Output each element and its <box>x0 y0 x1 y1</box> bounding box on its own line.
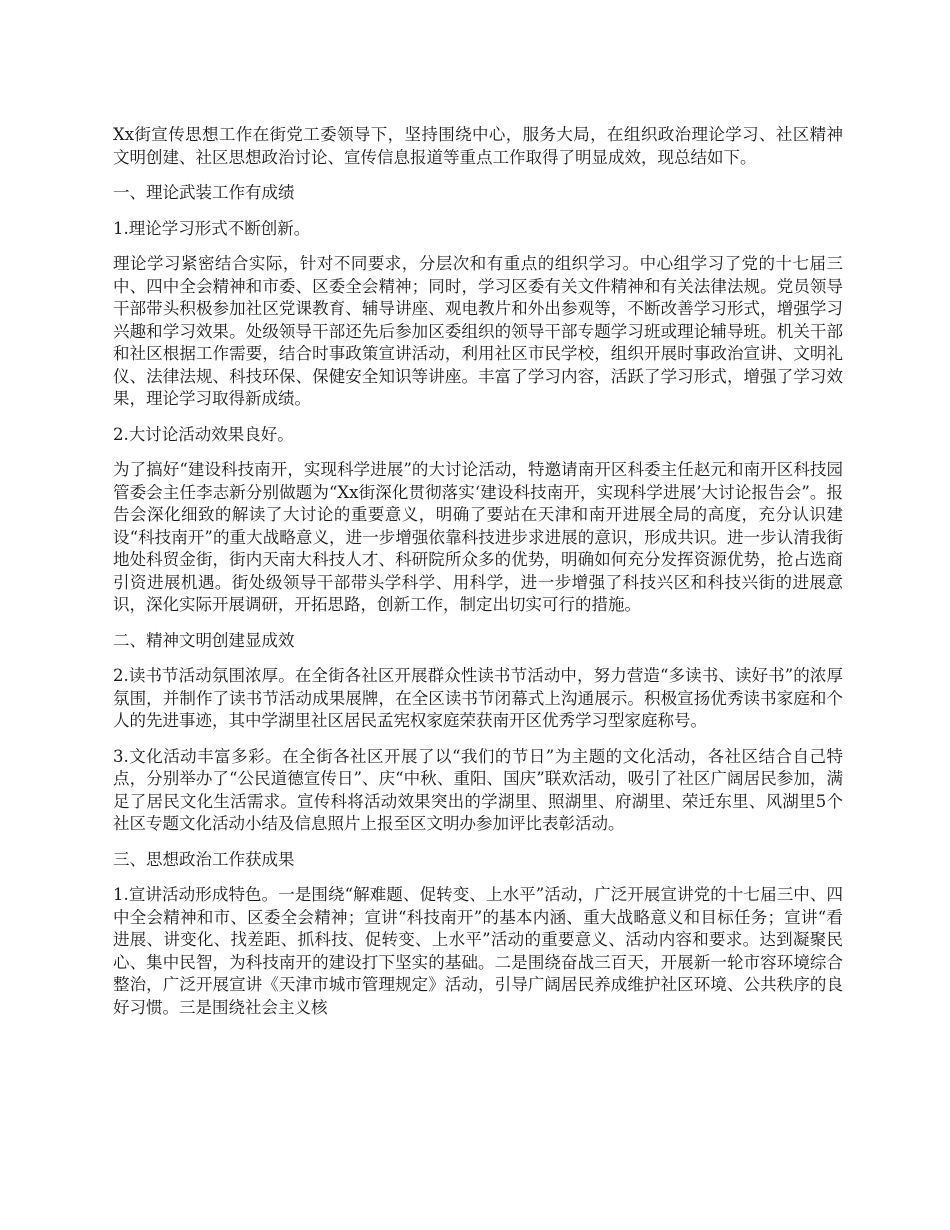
section-heading-3: 三、思想政治工作获成果 <box>113 849 295 869</box>
intro-paragraph: Xx街宣传思想工作在街党工委领导下，坚持围绕中心，服务大局，在组织政治理论学习、社区精神文明创建、社区思想政治讨论、宣传信息报道等重点工作取得了明显成效，现总结如下。 <box>113 125 843 167</box>
body-paragraph-2-3: 3.文化活动丰富多彩。在全街各社区开展了以“我们的节日”为主题的文化活动，各社区结合自己特点，分别举办了“公民道德宣传日”、庆“中秋、重阳、国庆”联欢活动，吸引了社区广阔居民参加，满足了居民文化生活需求。宣传科将活动效果突出的学湖里、照湖里、府湖里、荣迁东里、风湖里5个社区专题文化活动小结及信息照片上报至区文明办参加评比表彰活动。 <box>113 746 843 833</box>
body-paragraph-1-2: 为了搞好“建设科技南开，实现科学进展”的大讨论活动，特邀请南开区科委主任赵元和南开区科技园管委会主任李志新分别做题为“Xx街深化贯彻落实‘建设科技南开，实现科学进展’大讨论报告会”。报告会深化细致的解读了大讨论的重要意义，明确了要站在天津和南开进展全局的高度，充分认识建设“科技南开”的重大战略意义，进一步增强依靠科技进步求进展的意识，形成共识。进一步认清我街地处科贸金街，街内天南大科技人才、科研院所众多的优势，明确如何充分发挥资源优势，抢占选商引资进展机遇。街处级领导干部带头学科学、用科学，进一步增强了科技兴区和科技兴街的进展意识，深化实际开展调研，开拓思路，创新工作，制定出切实可行的措施。 <box>113 460 843 614</box>
section-heading-2: 二、精神文明创建显成效 <box>113 630 295 650</box>
body-paragraph-2-2: 2.读书节活动氛围浓厚。在全街各社区开展群众性读书节活动中，努力营造“多读书、读好书”的浓厚氛围，并制作了读书节活动成果展牌，在全区读书节闭幕式上沟通展示。积极宣扬优秀读书家庭和个人的先进事迹，其中学湖里社区居民孟宪权家庭荣获南开区优秀学习型家庭称号。 <box>113 666 843 730</box>
subsection-heading-1-2: 2.大讨论活动效果良好。 <box>113 424 294 444</box>
document-body <box>113 124 843 1032</box>
body-paragraph-3-1: 1.宣讲活动形成特色。一是围绕“解难题、促转变、上水平”活动，广泛开展宣讲党的十七届三中、四中全会精神和市、区委全会精神；宣讲“科技南开”的基本内涵、重大战略意义和目标任务；宣讲“看进展、讲变化、找差距、抓科技、促转变、上水平”活动的重要意义、活动内容和要求。达到凝聚民心、集中民智，为科技南开的建设打下坚实的基础。二是围绕奋战三百天，开展新一轮市容环境综合整治，广泛开展宣讲《天津市城市管理规定》活动，引导广阔居民养成维护社区环境、公共秩序的良好习惯。三是围绕社会主义核 <box>113 885 843 1017</box>
section-heading-1: 一、理论武装工作有成绩 <box>113 183 295 202</box>
body-paragraph-1-1: 理论学习紧密结合实际，针对不同要求，分层次和有重点的组织学习。中心组学习了党的十七届三中、四中全会精神和市委、区委全会精神；同时，学习区委有关文件精神和有关法律法规。党员领导干部带头积极参加社区党课教育、辅导讲座、观电教片和外出参观等，不断改善学习形式，增强学习兴趣和学习效果。处级领导干部还先后参加区委组织的领导干部专题学习班或理论辅导班。机关干部和社区根据工作需要，结合时事政策宣讲活动，利用社区市民学校，组织开展时事政治宣讲、文明礼仪、法律法规、科技环保、保健安全知识等讲座。丰富了学习内容，活跃了学习形式，增强了学习效果，理论学习取得新成绩。 <box>113 254 843 408</box>
subsection-heading-1-1: 1.理论学习形式不断创新。 <box>113 218 311 238</box>
